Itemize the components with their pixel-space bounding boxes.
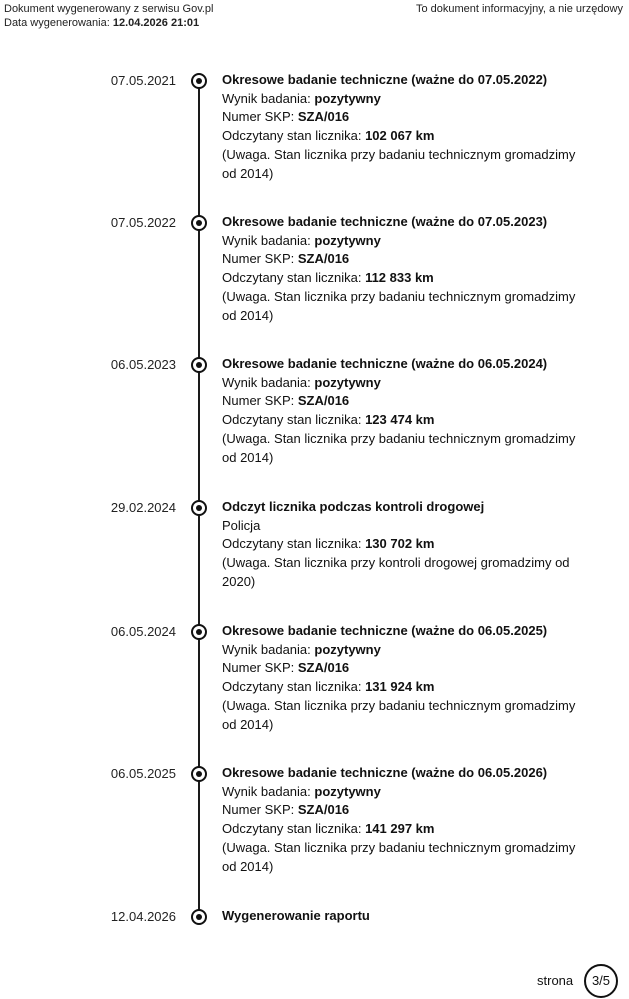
generated-date-line — [4, 16, 214, 30]
result-value: pozytywny — [314, 232, 381, 248]
skp-label: Numer SKP: — [222, 802, 298, 818]
entry-note: (Uwaga. Stan licznika przy badaniu technicznym gromadzimy od 2014) — [222, 288, 576, 323]
meter-label: Odczytany stan licznika: — [222, 821, 366, 837]
entry-body — [222, 622, 592, 734]
result-label: Wynik badania: — [222, 374, 315, 390]
result-label: Wynik badania: — [222, 641, 315, 657]
skp-value: SZA/016 — [297, 660, 350, 676]
entry-note: (Uwaga. Stan licznika przy badaniu technicznym gromadzimy od 2014) — [222, 146, 576, 181]
entry-date: 06.05.2023 — [110, 357, 176, 372]
entry-title: Okresowe badanie techniczne (ważne do 07.05.2022) — [222, 72, 548, 87]
entry-meter — [222, 820, 592, 839]
timeline-dot-icon — [191, 357, 207, 373]
entry-date: 06.05.2024 — [110, 624, 176, 639]
entry-title: Okresowe badanie techniczne (ważne do 06.05.2025) — [222, 623, 548, 638]
entry-body — [222, 498, 592, 592]
entry-result — [222, 641, 592, 660]
result-label: Wynik badania: — [222, 783, 315, 799]
skp-label: Numer SKP: — [222, 393, 298, 409]
entry-body — [222, 764, 592, 876]
entry-date: 07.05.2022 — [110, 215, 176, 230]
meter-label: Odczytany stan licznika: — [222, 270, 366, 286]
entry-result — [222, 232, 592, 251]
entry-title: Odczyt licznika podczas kontroli drogowej — [222, 499, 485, 514]
entry-skp — [222, 801, 592, 820]
skp-label: Numer SKP: — [222, 251, 298, 267]
meter-label: Odczytany stan licznika: — [222, 536, 366, 552]
entry-title: Okresowe badanie techniczne (ważne do 06.05.2026) — [222, 765, 548, 780]
document-disclaimer: To dokument informacyjny, a nie urzędowy — [415, 3, 623, 15]
entry-note: (Uwaga. Stan licznika przy badaniu technicznym gromadzimy od 2014) — [222, 839, 576, 874]
source-line: Dokument wygenerowany z serwisu Gov.pl — [4, 3, 214, 15]
entry-skp — [222, 659, 592, 678]
meter-label: Odczytany stan licznika: — [222, 128, 366, 144]
entry-meter — [222, 269, 592, 288]
entry-body — [222, 907, 592, 926]
entry-body — [222, 355, 592, 467]
result-label: Wynik badania: — [222, 90, 315, 106]
entry-date: 12.04.2026 — [110, 909, 176, 924]
skp-label: Numer SKP: — [222, 660, 298, 676]
skp-value: SZA/016 — [297, 802, 350, 818]
entry-skp — [222, 108, 592, 127]
entry-skp — [222, 392, 592, 411]
entry-date: 07.05.2021 — [110, 73, 176, 88]
meter-label: Odczytany stan licznika: — [222, 412, 366, 428]
timeline-dot-icon — [191, 909, 207, 925]
entry-note: (Uwaga. Stan licznika przy badaniu technicznym gromadzimy od 2014) — [222, 697, 576, 732]
timeline-dot-icon — [191, 624, 207, 640]
result-value: pozytywny — [314, 374, 381, 390]
meter-value: 141 297 km — [365, 821, 435, 837]
entry-body — [222, 213, 592, 325]
meter-value: 102 067 km — [365, 128, 435, 144]
page-label: strona — [537, 973, 574, 988]
timeline-dot-icon — [191, 500, 207, 516]
generated-date-label: Data wygenerowania: — [4, 17, 113, 29]
document-header-left — [4, 2, 214, 30]
page-number-badge: 3/5 — [584, 964, 618, 998]
entry-meter — [222, 127, 592, 146]
generated-date-value: 12.04.2026 21:01 — [112, 17, 200, 29]
meter-value: 112 833 km — [365, 270, 434, 286]
entry-note: (Uwaga. Stan licznika przy kontroli drogowej gromadzimy od 2020) — [222, 555, 570, 589]
timeline-line — [198, 80, 200, 918]
entry-meter — [222, 678, 592, 697]
timeline-dot-icon — [191, 766, 207, 782]
timeline-dot-icon — [191, 73, 207, 89]
skp-value: SZA/016 — [297, 393, 350, 409]
skp-value: SZA/016 — [297, 251, 350, 267]
entry-meter — [222, 411, 592, 430]
entry-result — [222, 783, 592, 802]
result-value: pozytywny — [314, 783, 381, 799]
entry-result — [222, 374, 592, 393]
result-label: Wynik badania: — [222, 232, 315, 248]
entry-body — [222, 71, 592, 183]
meter-value: 123 474 km — [365, 412, 435, 428]
entry-meter — [222, 535, 592, 554]
entry-skp — [222, 250, 592, 269]
skp-value: SZA/016 — [297, 109, 350, 125]
entry-title: Okresowe badanie techniczne (ważne do 07.05.2023) — [222, 214, 548, 229]
entry-result — [222, 90, 592, 109]
result-value: pozytywny — [314, 641, 381, 657]
meter-value: 131 924 km — [365, 679, 435, 695]
entry-date: 29.02.2024 — [110, 500, 176, 515]
entry-title: Okresowe badanie techniczne (ważne do 06.05.2024) — [222, 356, 548, 371]
entry-source: Policja — [222, 517, 261, 533]
result-value: pozytywny — [314, 90, 381, 106]
meter-value: 130 702 km — [365, 536, 435, 552]
entry-note: (Uwaga. Stan licznika przy badaniu technicznym gromadzimy od 2014) — [222, 430, 576, 465]
timeline-dot-icon — [191, 215, 207, 231]
entry-date: 06.05.2025 — [110, 766, 176, 781]
meter-label: Odczytany stan licznika: — [222, 679, 366, 695]
skp-label: Numer SKP: — [222, 109, 298, 125]
entry-title: Wygenerowanie raportu — [222, 908, 370, 923]
